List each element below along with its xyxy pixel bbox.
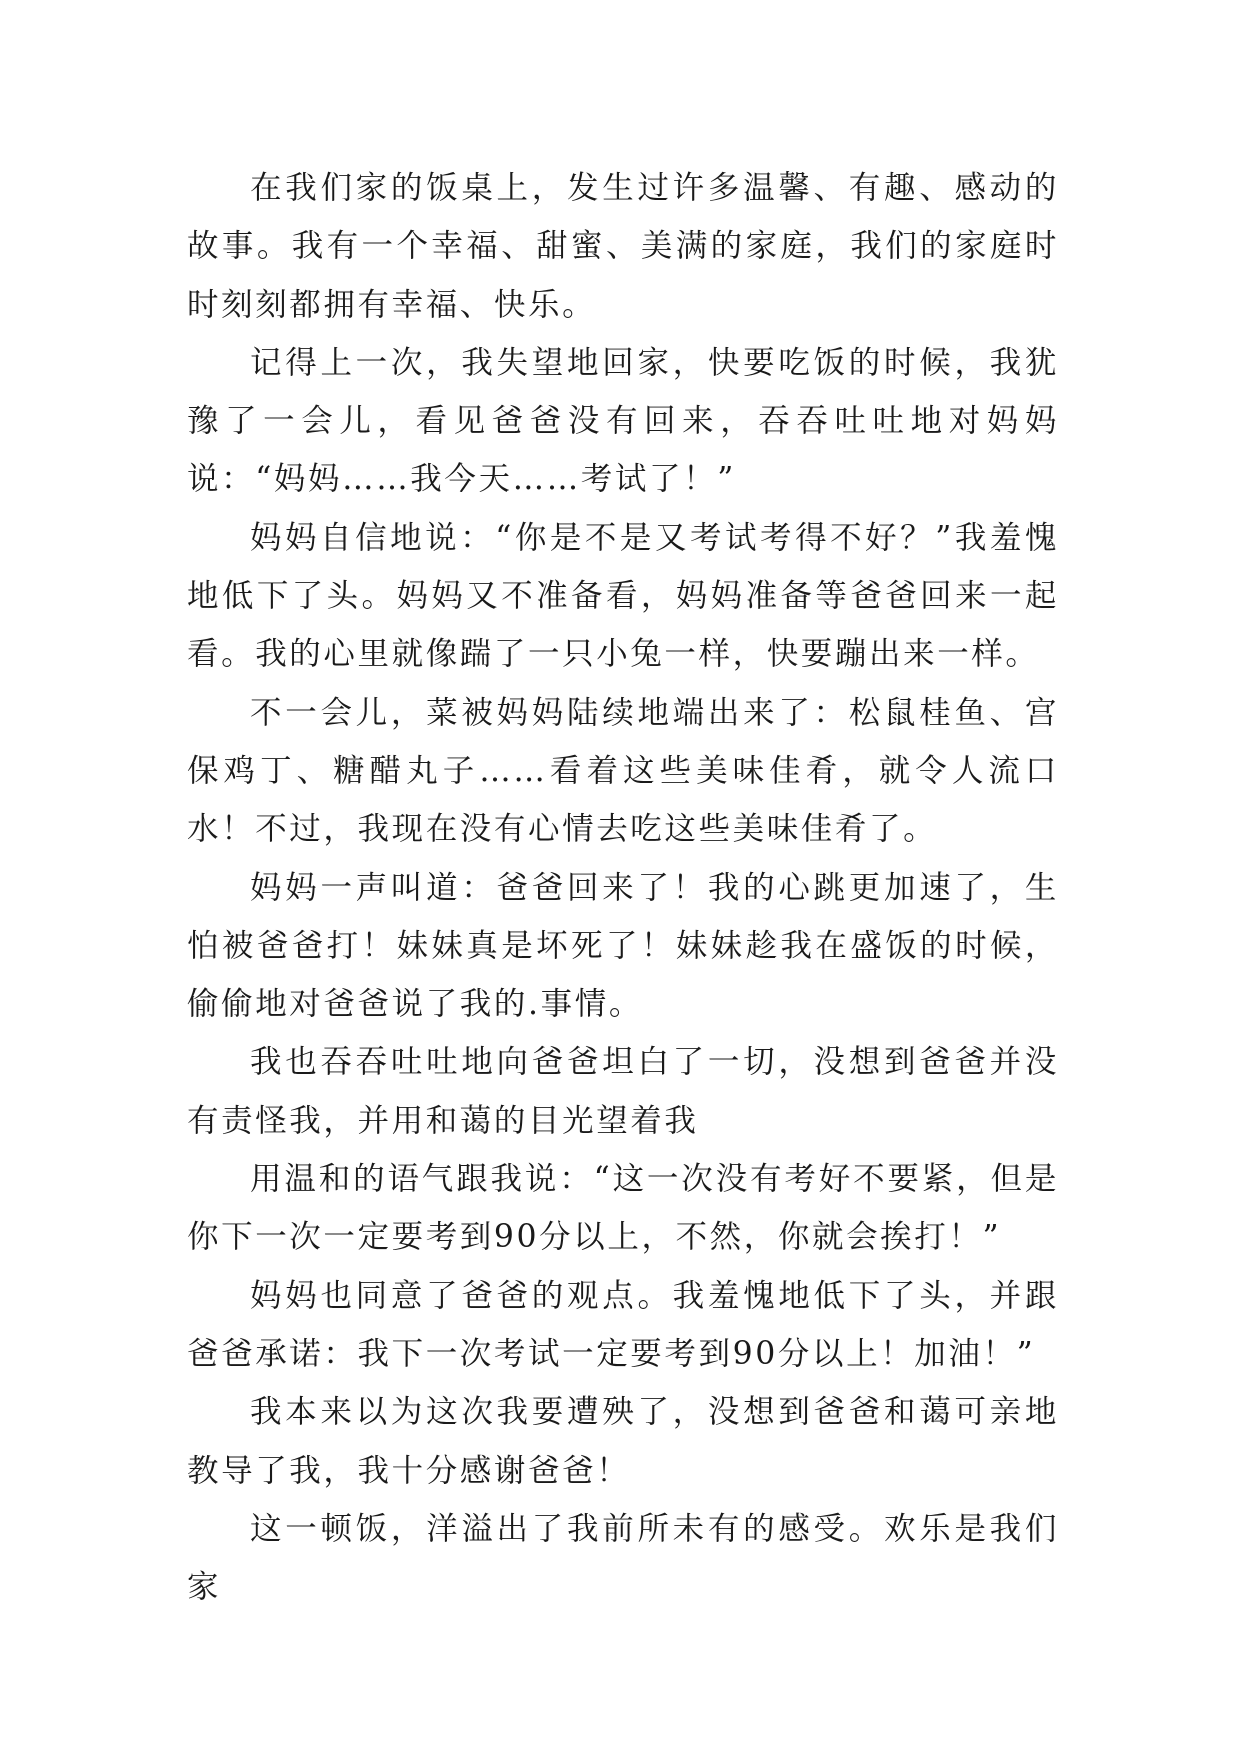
paragraph: 妈妈自信地说：“你是不是又考试考得不好？”我羞愧地低下了头。妈妈又不准备看，妈妈准备等爸爸回来一起看。我的心里就像踹了一只小兔一样，快要蹦出来一样。 — [187, 519, 1059, 673]
paragraph: 我也吞吞吐吐地向爸爸坦白了一切，没想到爸爸并没有责怪我，并用和蔼的目光望着我 — [187, 1044, 1059, 1139]
paragraph: 不一会儿，菜被妈妈陆续地端出来了：松鼠桂鱼、宫保鸡丁、糖醋丸子……看着这些美味佳肴，就令人流口水！不过，我现在没有心情去吃这些美味佳肴了。 — [187, 694, 1059, 848]
paragraph: 妈妈一声叫道：爸爸回来了！我的心跳更加速了，生怕被爸爸打！妹妹真是坏死了！妹妹趁我在盛饭的时候，偷偷地对爸爸说了我的.事情。 — [187, 869, 1059, 1023]
paragraph: 用温和的语气跟我说：“这一次没有考好不要紧，但是你下一次一定要考到90分以上，不然，你就会挨打！” — [187, 1161, 1059, 1256]
paragraph: 在我们家的饭桌上，发生过许多温馨、有趣、感动的故事。我有一个幸福、甜蜜、美满的家庭，我们的家庭时时刻刻都拥有幸福、快乐。 — [187, 170, 1059, 323]
paragraph: 这一顿饭，洋溢出了我前所未有的感受。欢乐是我们家 — [187, 1510, 1059, 1606]
paragraph: 记得上一次，我失望地回家，快要吃饭的时候，我犹豫了一会儿，看见爸爸没有回来，吞吞吐吐地对妈妈说：“妈妈……我今天……考试了！” — [187, 344, 1059, 498]
paragraph: 我本来以为这次我要遭殃了，没想到爸爸和蔼可亲地教导了我，我十分感谢爸爸！ — [187, 1394, 1059, 1489]
paragraph: 妈妈也同意了爸爸的观点。我羞愧地低下了头，并跟爸爸承诺：我下一次考试一定要考到90分以上！加油！” — [187, 1277, 1059, 1372]
article-body — [187, 159, 1059, 1616]
